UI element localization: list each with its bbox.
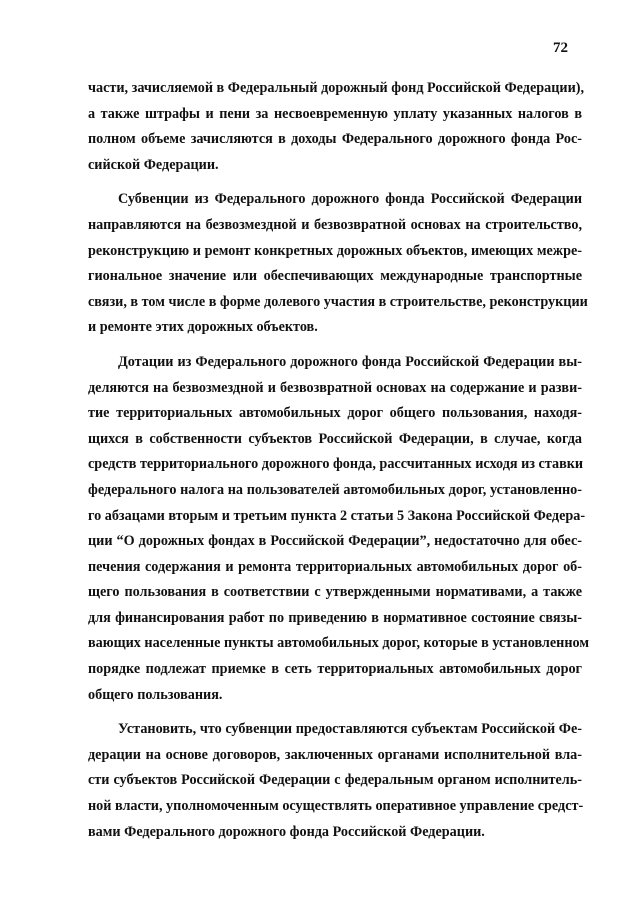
text-line: печения содержания и ремонта территориальных автомобильных дорог об- — [88, 558, 582, 575]
page-number: 72 — [553, 40, 568, 56]
text-line: вающих населенные пункты автомобильных дорог, которые в установленном — [88, 635, 590, 652]
text-line: федерального налога на пользователей автомобильных дорог, установленно- — [88, 481, 582, 498]
document-body — [88, 76, 590, 845]
text-line: ной власти, уполномоченным осуществлять оперативное управление средст- — [88, 798, 584, 815]
text-line: Дотации из Федерального дорожного фонда Российской Федерации вы- — [118, 353, 582, 370]
text-line: связи, в том числе в форме долевого участия в строительстве, реконструкции — [88, 293, 588, 310]
paragraph — [88, 717, 582, 845]
text-line: для финансирования работ по приведению в нормативное состояние связы- — [88, 609, 582, 626]
text-line: части, зачисляемой в Федеральный дорожный фонд Российской Федерации), — [88, 80, 585, 96]
text-line: го абзацами вторым и третьим пункта 2 статьи 5 Закона Российской Федера- — [88, 507, 586, 524]
text-line: полном объеме зачисляются в доходы Федерального дорожного фонда Рос- — [88, 131, 582, 148]
text-line: сийской Федерации. — [88, 156, 219, 173]
text-line: направляются на безвозмездной и безвозвратной основах на строительство, — [88, 216, 582, 233]
paragraph — [88, 76, 585, 178]
text-line: а также штрафы и пени за несвоевременную уплату указанных налогов в — [88, 105, 582, 122]
text-line: щего пользования в соответствии с утвержденными нормативами, а также — [88, 584, 582, 601]
text-line: деляются на безвозмездной и безвозвратной основах на содержание и разви- — [88, 379, 582, 396]
paragraph — [88, 187, 588, 341]
text-line: порядке подлежат приемке в сеть территориальных автомобильных дорог — [88, 661, 582, 678]
text-line: реконструкцию и ремонт конкретных дорожных объектов, имеющих межре- — [88, 242, 582, 259]
text-line: сти субъектов Российской Федерации с федеральным органом исполнитель- — [88, 772, 582, 789]
text-line: дерации на основе договоров, заключенных органами исполнительной вла- — [88, 746, 582, 763]
text-line: вами Федерального дорожного фонда Российской Федерации. — [88, 823, 485, 840]
paragraph — [88, 350, 590, 708]
text-line: щихся в собственности субъектов Российской Федерации, в случае, когда — [88, 430, 582, 447]
text-line: ции “О дорожных фондах в Российской Федерации”, недостаточно для обес- — [88, 533, 582, 550]
text-line: Установить, что субвенции предоставляются субъектам Российской Фе- — [118, 721, 582, 738]
text-line: Субвенции из Федерального дорожного фонда Российской Федерации — [118, 191, 582, 208]
text-line: средств территориального дорожного фонда, рассчитанных исходя из ставки — [88, 456, 584, 473]
text-line: общего пользования. — [88, 686, 223, 703]
text-line: тие территориальных автомобильных дорог общего пользования, находя- — [88, 405, 582, 422]
text-line: и ремонте этих дорожных объектов. — [88, 319, 318, 336]
text-line: гиональное значение или обеспечивающих международные транспортные — [88, 268, 582, 285]
